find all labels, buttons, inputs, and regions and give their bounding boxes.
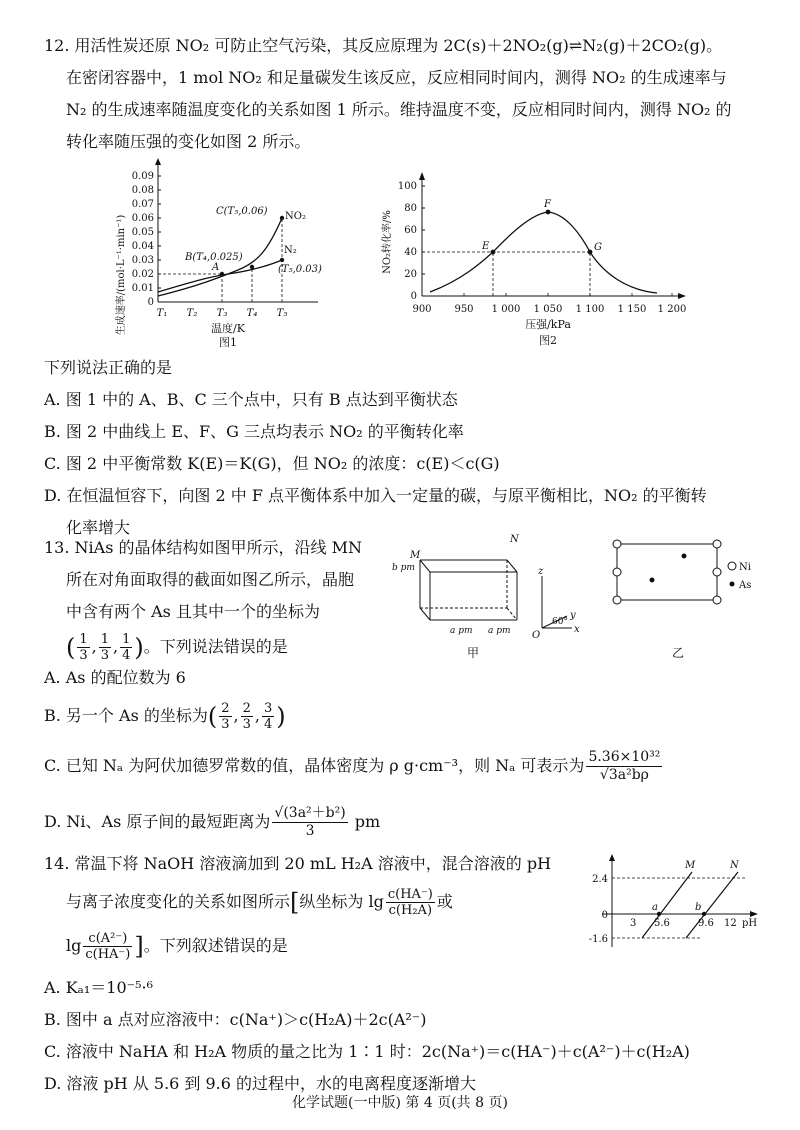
frac-den: 3 [221, 717, 230, 732]
fig14-xtick-3: 3 [630, 918, 637, 929]
fig2-conversion-curve [430, 212, 657, 293]
fig14-label-m: M [685, 860, 696, 871]
q14-option-c: C. 溶液中 NaHA 和 H₂A 物质的量之比为 1∶1 时：2c(Na⁺)＝c(HA⁻)＋c(A²⁻)＋c(H₂A) [44, 1042, 690, 1061]
q12-option-b: B. 图 2 中曲线上 E、F、G 三点均表示 NO₂ 的平衡转化率 [44, 422, 464, 441]
q13-frac-den: 4 [122, 648, 131, 663]
fig14-xtick-56: 5.6 [654, 918, 670, 929]
frac-den: c(H₂A) [388, 903, 433, 918]
q14-line2: 与离子浓度变化的关系如图所示[纵坐标为 lg $\frac{c(HA^-)}{\text{c(H₂A)}}$ 或 [66, 887, 453, 918]
fig2-point-e-dot [491, 250, 496, 255]
fig1-ytick: 0.04 [131, 241, 154, 252]
legend-ni: Ni [739, 562, 751, 573]
fig14-ytick-24: 2.4 [592, 874, 608, 885]
fig2-xtick: 1 100 [575, 304, 605, 315]
q13-frac-num: 1 [79, 632, 88, 647]
fig1-point-n2-dot [280, 258, 284, 262]
fig2-xtick: 950 [454, 304, 474, 315]
fig1-ytick: 0.05 [131, 227, 154, 238]
fig1-label-no2: NO₂ [285, 211, 306, 222]
q14-line3-tail: 。下列叙述错误的是 [143, 936, 288, 955]
fig2-ytick: 80 [404, 203, 417, 214]
frac-num: √(3a²＋b²) [274, 805, 346, 821]
figure-14-ph-plot [572, 852, 772, 952]
jia-label-apm1: a pm [450, 626, 473, 636]
q12-option-d-line1: D. 在恒温恒容下，向图 2 中 F 点平衡体系中加入一定量的碳，与原平衡相比，NO₂ 的平衡转 [44, 486, 707, 505]
figure-1-rate-vs-temperature [108, 150, 338, 350]
fig1-ytick: 0 [147, 297, 154, 308]
frac-den: c(HA⁻) [85, 947, 131, 962]
fig1-xtick: T₄ [246, 308, 258, 319]
q12-stem-line2: 在密闭容器中，1 mol NO₂ 和足量碳发生该反应，反应相同时间内，测得 NO₂ 的生成速率与 [66, 68, 727, 87]
q13-option-b-text: B. 另一个 As 的坐标为 [44, 706, 208, 725]
q12-stem-line1: 12. 用活性炭还原 NO₂ 可防止空气污染，其反应原理为 2C(s)＋2NO₂(g)⇌N₂(g)＋2CO₂(g)。 [44, 36, 723, 55]
page-footer: 化学试题(一中版) 第 4 页(共 8 页) [292, 1095, 508, 1111]
figure-2-conversion-vs-pressure [372, 162, 692, 352]
fig1-yticks [132, 171, 154, 308]
q13-option-c [44, 738, 764, 794]
fig2-xtick: 900 [412, 304, 432, 315]
fig1-point-b-dot [250, 265, 254, 269]
fig2-xtick: 1 000 [491, 304, 521, 315]
fig2-ytick: 0 [410, 291, 417, 302]
q14-line3: lg $\frac{\text{c(A²⁻)}}{c(HA^-)}$ ]。下列叙述错误的是 [66, 931, 288, 962]
q14-option-a: A. Kₐ₁＝10⁻⁵·⁶ [44, 978, 153, 997]
fig2-point-g-dot [588, 250, 593, 255]
fig2-ytick: 100 [397, 181, 417, 192]
q13-option-d-text: D. Ni、As 原子间的最短距离为 [44, 812, 271, 831]
fig1-ytick: 0.06 [131, 213, 154, 224]
fig1-xticks [157, 308, 288, 319]
fig14-ytick-neg16: -1.6 [588, 934, 608, 945]
fig1-point-a-dot [220, 272, 224, 276]
q14-or: 或 [436, 892, 453, 911]
jia-label-m: M [410, 550, 421, 561]
fig1-ytick: 0.08 [131, 185, 154, 196]
fig2-ytick: 60 [404, 225, 417, 236]
fig1-caption: 图1 [219, 336, 237, 349]
fig2-yticks [398, 181, 417, 302]
jia-label-apm2: a pm [488, 626, 511, 636]
q13-frac-num: 1 [122, 632, 131, 647]
q12-prompt: 下列说法正确的是 [44, 358, 173, 377]
frac-den: 3 [305, 823, 315, 839]
q12-option-a: A. 图 1 中的 A、B、C 三个点中，只有 B 点达到平衡状态 [44, 390, 458, 409]
axis-label-x: x [574, 624, 580, 635]
q13-option-d [44, 794, 764, 850]
q14-line2-text: 与离子浓度变化的关系如图所示 [66, 892, 291, 911]
q13-option-a: A. As 的配位数为 6 [44, 668, 186, 687]
q13-line1: 13. NiAs 的晶体结构如图甲所示，沿线 MN [44, 538, 362, 557]
q13-line2: 所在对角面取得的截面如图乙所示，晶胞 [66, 570, 355, 589]
fig14-xlabel-ph: pH [742, 918, 758, 929]
q12-option-c: C. 图 2 中平衡常数 K(E)＝K(G)，但 NO₂ 的浓度：c(E)＜c(G) [44, 454, 500, 473]
fig1-ylabel: 生成速率/(mol·L⁻¹·min⁻¹) [116, 214, 127, 336]
fig2-ylabel: NO₂转化率/% [382, 210, 393, 274]
fig2-point-f-dot [546, 210, 551, 215]
fig1-n2-curve [158, 260, 282, 292]
q12-stem-line3: N₂ 的生成速率随温度变化的关系如图 1 所示。维持温度不变，反应相同时间内，测得 NO₂ 的 [66, 100, 732, 119]
frac-num: c(A²⁻) [83, 931, 132, 947]
fig2-ytick: 40 [404, 247, 417, 258]
fig1-xtick: T₅ [276, 308, 288, 319]
prism-jia [420, 560, 517, 620]
q13-coord-tail: 。下列说法错误的是 [143, 637, 288, 656]
frac-num: 2 [221, 701, 230, 716]
figure-13-crystal-cell [392, 532, 772, 662]
fig2-ytick: 20 [404, 269, 417, 280]
axis-label-z: z [538, 566, 544, 577]
frac-den: √3a²bρ [599, 767, 649, 783]
section-yi [613, 540, 721, 604]
frac-num: 5.36×10³² [588, 749, 661, 765]
q14-line2-mid: 纵坐标为 lg [299, 892, 384, 911]
fig-jia-caption: 甲 [467, 646, 480, 660]
fig14-xtick-96: 9.6 [698, 918, 714, 929]
frac-den: 4 [264, 717, 273, 732]
fig1-label-c: C(T₅,0.06) [216, 206, 268, 217]
q13-option-c-text: C. 已知 Nₐ 为阿伏加德罗常数的值，晶体密度为 ρ g·cm⁻³，则 Nₐ 可表示为 [44, 756, 585, 775]
q14-options [44, 972, 764, 1100]
q14-line1: 14. 常温下将 NaOH 溶液滴加到 20 mL H₂A 溶液中，混合溶液的 pH [44, 854, 552, 873]
fig2-caption: 图2 [539, 334, 557, 347]
fig2-label-e: E [482, 241, 490, 252]
unit: pm [354, 812, 381, 831]
q12-stem-line4: 转化率随压强的变化如图 2 所示。 [66, 132, 311, 151]
question-14 [44, 848, 564, 968]
question-12 [44, 30, 764, 158]
q13-options [44, 662, 764, 850]
fig1-ytick: 0.02 [131, 269, 154, 280]
frac-num: 3 [264, 701, 273, 716]
q13-frac-num: 1 [100, 632, 110, 647]
fig1-xtick: T₂ [186, 308, 198, 319]
jia-label-bpm: b pm [392, 563, 415, 573]
fig1-point-c-dot [280, 216, 284, 220]
fig1-label-n2-point: (T₅,0.03) [278, 264, 322, 275]
fig2-xlabel: 压强/kPa [525, 318, 571, 331]
fig1-xlabel: 温度/K [211, 322, 245, 335]
frac-num: 2 [242, 701, 251, 716]
fig2-label-f: F [544, 199, 551, 210]
fig2-xtick: 1 200 [657, 304, 687, 315]
q14-option-d: D. 溶液 pH 从 5.6 到 9.6 的过程中，水的电离程度逐渐增大 [44, 1074, 477, 1093]
fig1-ytick: 0.01 [131, 283, 154, 294]
q13-line3: 中含有两个 As 且其中一个的坐标为 [66, 602, 320, 621]
fig1-label-b: B(T₄,0.025) [185, 252, 243, 263]
fig14-label-b: b [695, 902, 702, 913]
axis-label-o: O [532, 630, 541, 641]
fig2-xticks [412, 304, 686, 315]
q13-frac-den: 3 [100, 648, 110, 663]
fig1-ytick: 0.09 [131, 171, 154, 182]
frac-den: 3 [242, 717, 251, 732]
fig14-label-n: N [730, 860, 739, 871]
q13-option-b: B. 另一个 As 的坐标为( $\frac{2}{3}$ , $\frac{2}{3}$ , $\frac{3}{4}$ ) [44, 701, 286, 732]
fig2-label-g: G [594, 242, 602, 253]
q13-frac-den: 3 [79, 648, 88, 663]
legend-as: As [739, 580, 752, 591]
fig2-xtick: 1 150 [617, 304, 647, 315]
q14-option-b: B. 图中 a 点对应溶液中：c(Na⁺)＞c(H₂A)＋2c(A²⁻) [44, 1010, 427, 1029]
axis-angle: 60° [552, 617, 568, 627]
fig14-xtick-12: 12 [724, 918, 737, 929]
q14-line3-lg: lg [66, 936, 82, 955]
frac-num: c(HA⁻) [387, 887, 433, 902]
q13-line4: ( $\frac{1}{3}$ , $\frac{1}{3}$ , $\frac{1}{4}$ )。下列说法错误的是 [66, 632, 288, 663]
fig14-ytick-0: 0 [601, 910, 608, 921]
fig1-label-a: A [212, 262, 220, 273]
question-13 [44, 532, 444, 666]
fig-yi-caption: 乙 [672, 646, 685, 660]
fig1-xtick: T₁ [156, 308, 168, 319]
jia-label-n: N [510, 534, 519, 545]
fig1-xtick: T₃ [216, 308, 228, 319]
fig2-xtick: 1 050 [533, 304, 563, 315]
fig1-ytick: 0.07 [131, 199, 154, 210]
q12-option-d-line2: 化率增大 [66, 518, 131, 537]
fig14-label-a: a [652, 902, 658, 913]
axis-label-y: y [570, 610, 576, 621]
q12-options [44, 352, 764, 544]
fig1-label-n2: N₂ [284, 245, 297, 256]
fig1-ytick: 0.03 [131, 255, 154, 266]
